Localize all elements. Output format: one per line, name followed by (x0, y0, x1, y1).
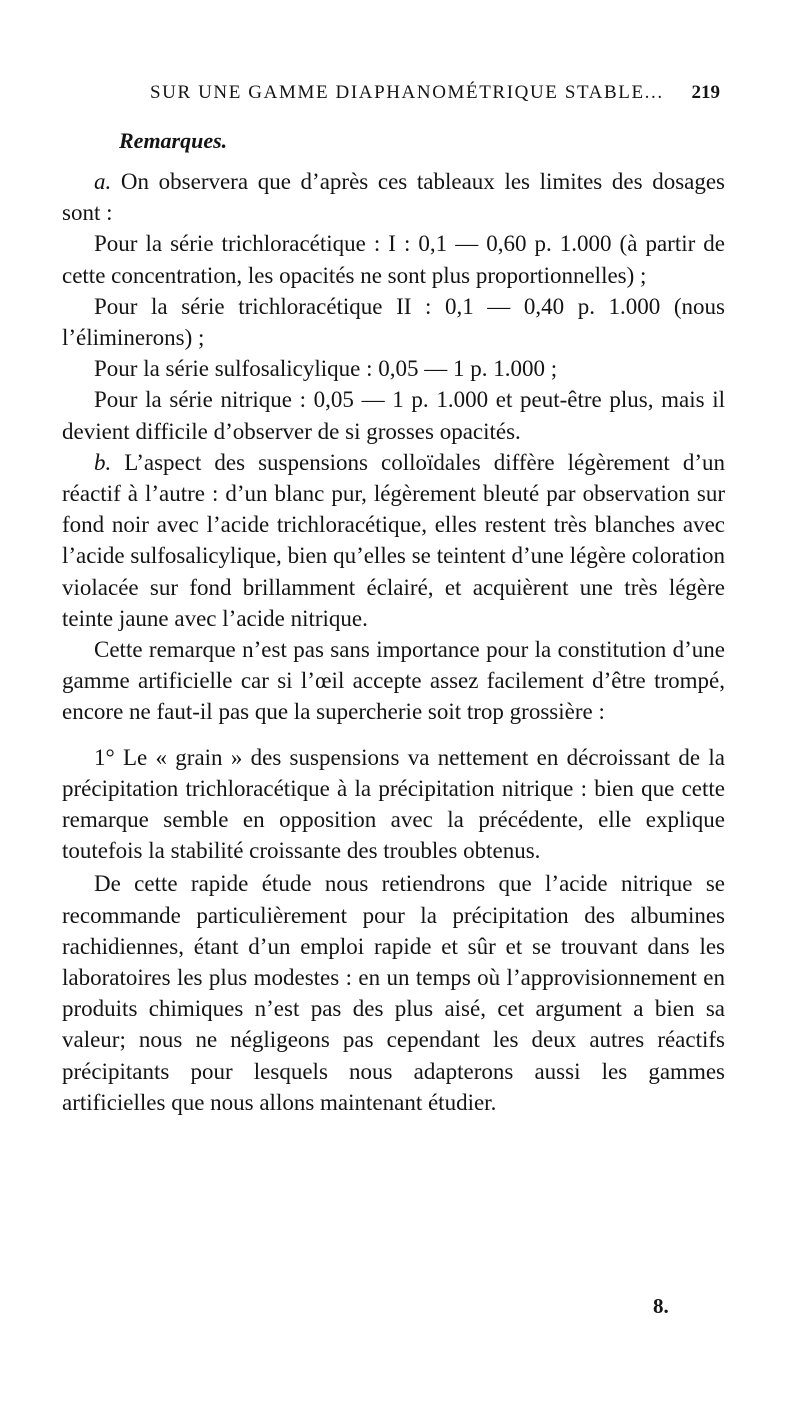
paragraph-a-label: a. (94, 169, 112, 194)
paragraph-conclusion: De cette rapide étude nous retiendrons que l’acide nitrique se recommande particulièrement pour la précipitation des albumines rachidiennes, étant d’un emploi rapide et sûr et se trouvant dans les laboratoires les plus modestes : en un temps où l’approvisionnement en produits chimiques n’est pas des plus aisé, cet argument a bien sa valeur; nous ne négligeons pas cependant les deux autres réactifs précipitants pour lesquels nous adapterons aussi les gammes artificielles que nous allons maintenant étudier. (62, 871, 725, 1115)
running-title: SUR UNE GAMME DIAPHANOMÉTRIQUE STABLE... (150, 82, 664, 103)
paragraph-a-text: On observera que d’après ces tableaux les limites des dosages sont : (62, 169, 726, 226)
paragraph-b-label: b. (94, 449, 112, 475)
section-title: Remarques. (119, 128, 228, 153)
paragraph-b-text: L’aspect des suspensions colloïdales diffère légèrement d’un réactif à l’autre : d’un blanc pur, légèrement bleuté par observation sur fond noir avec l’acide trichloracétique, elles restent très blanches avec l’acide sulfosalicylique, bien qu’elles se teintent d’une légère coloration violacée sur fond brillamment éclairé, et acquièrent une très légère teinte jaune avec l’acide nitrique. (62, 449, 726, 631)
series-nitric: Pour la série nitrique : 0,05 — 1 p. 1.000 et peut-être plus, mais il devient difficile d’observer de si grosses opacités. (62, 387, 725, 444)
page-number: 219 (691, 82, 720, 103)
page-header (150, 82, 720, 112)
signature-mark: 8. (653, 1294, 669, 1318)
paragraph-a (62, 166, 725, 228)
paragraph-item-1: 1° Le « grain » des suspensions va nettement en décroissant de la précipitation trichloracétique à la précipitation nitrique : bien que cette remarque semble en opposition avec la précédente, elle explique toutefois la stabilité croissante des troubles obtenus. (62, 744, 725, 864)
series-trichloracetic-1: Pour la série trichloracétique : I : 0,1 — 0,60 p. 1.000 (à partir de cette concentration, les opacités ne sont plus proportionnelles) ; (62, 231, 725, 288)
series-trichloracetic-2: Pour la série trichloracétique II : 0,1 — 0,40 p. 1.000 (nous l’éliminerons) ; (62, 293, 725, 351)
series-sulfosalicylic: Pour la série sulfosalicylique : 0,05 — 1 p. 1.000 ; (94, 356, 558, 382)
paragraph-remark: Cette remarque n’est pas sans importance pour la constitution d’une gamme artificielle car si l’œil accepte assez facilement d’être trompé, encore ne faut-il pas que la supercherie soit trop grossière : (62, 637, 725, 725)
body-text (62, 166, 725, 1118)
paragraph-b (62, 447, 725, 634)
